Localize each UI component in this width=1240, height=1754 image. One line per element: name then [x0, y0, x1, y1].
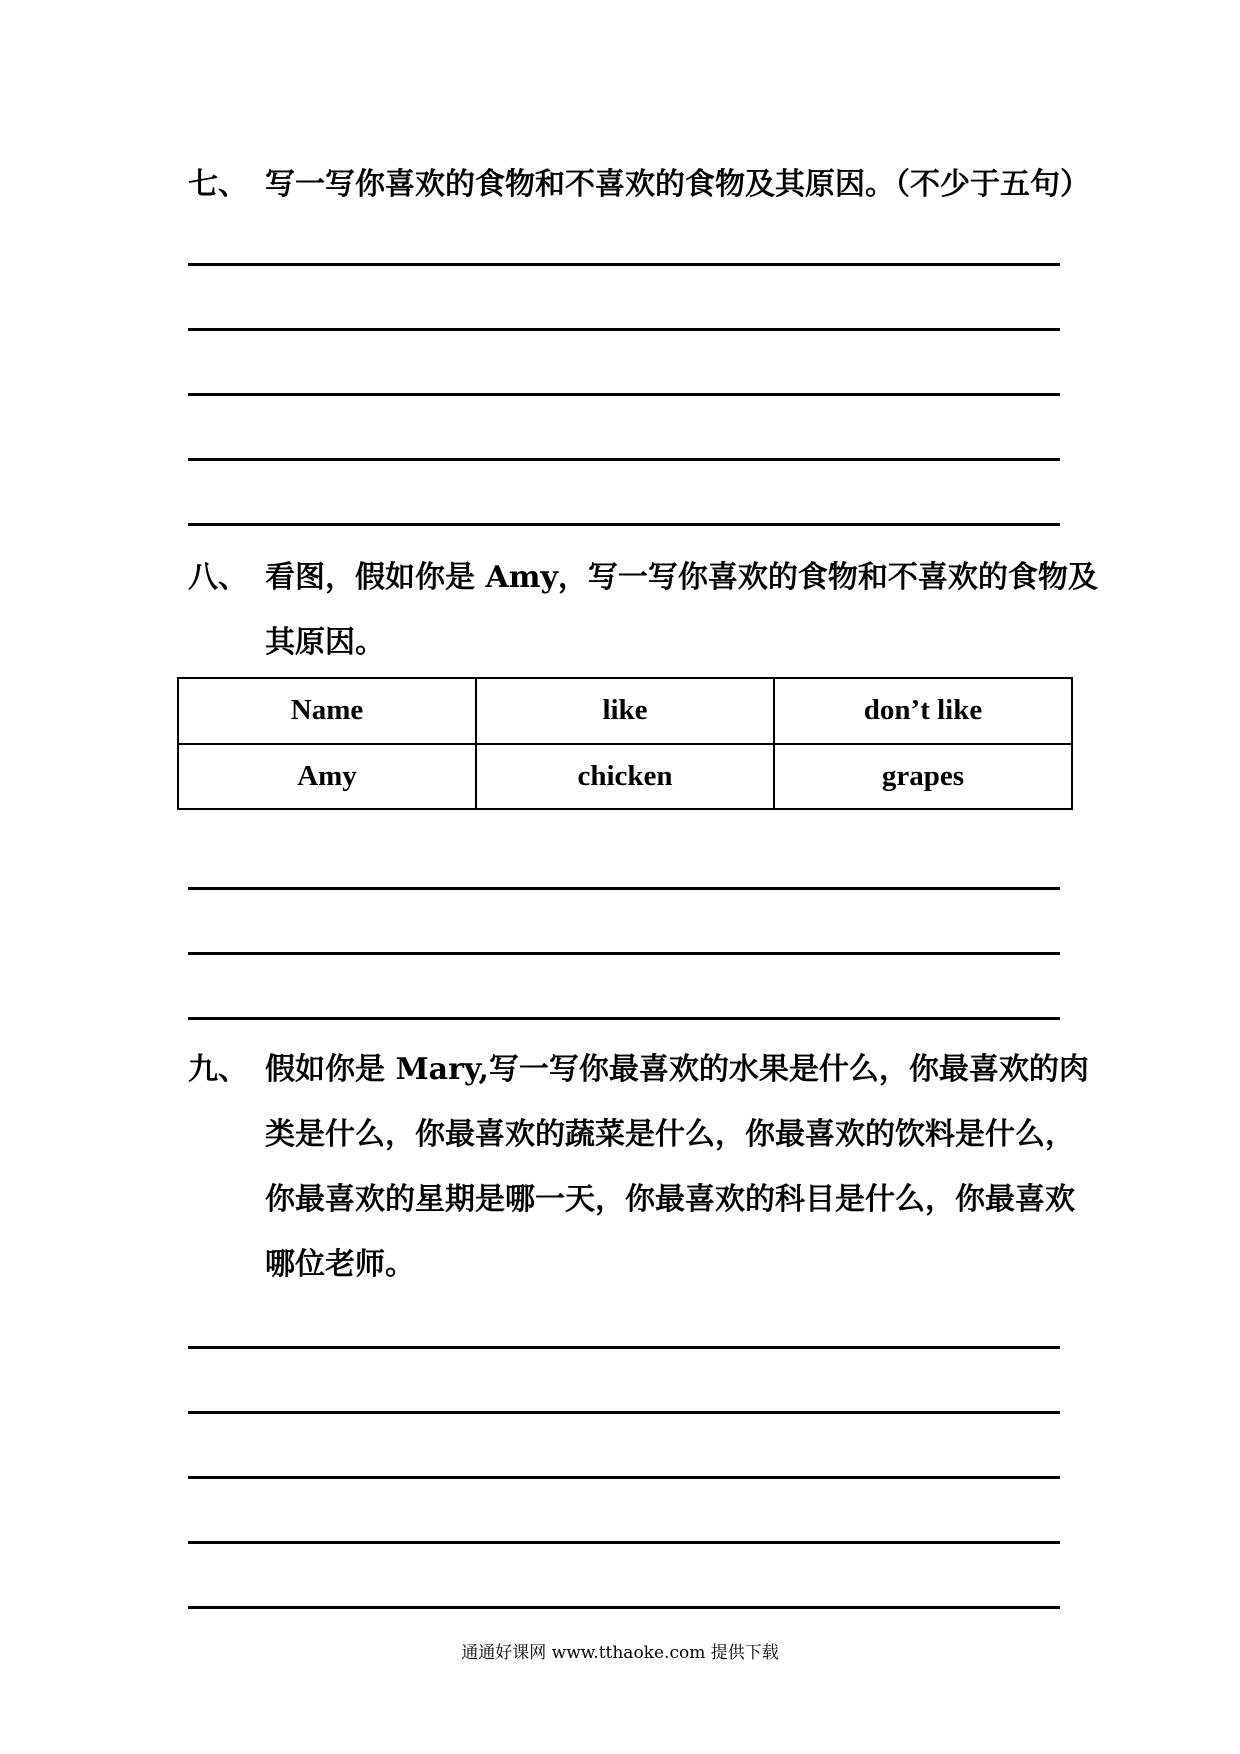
section-8-text-line1: 看图，假如你是 Amy，写一写你喜欢的食物和不喜欢的食物及 [265, 560, 1098, 595]
writing-line[interactable] [188, 263, 1060, 266]
table-header-cell: Name [178, 678, 476, 744]
writing-line[interactable] [188, 1017, 1060, 1020]
table-header-cell: don’t like [774, 678, 1072, 744]
writing-line[interactable] [188, 1606, 1060, 1609]
section-9-text-line4: 哪位老师。 [265, 1247, 415, 1282]
section-9-number: 九、 [188, 1052, 248, 1087]
table-header-row [178, 678, 1072, 744]
section-9-text-line3: 你最喜欢的星期是哪一天，你最喜欢的科目是什么，你最喜欢 [265, 1182, 1075, 1217]
writing-line[interactable] [188, 458, 1060, 461]
writing-line[interactable] [188, 1346, 1060, 1349]
writing-line[interactable] [188, 1476, 1060, 1479]
table-header-cell: like [476, 678, 774, 744]
table-cell: Amy [178, 744, 476, 810]
section-9-prompt [188, 1052, 1089, 1087]
table-cell: grapes [774, 744, 1072, 810]
writing-line[interactable] [188, 952, 1060, 955]
section-8-prompt [188, 560, 1098, 595]
writing-line[interactable] [188, 328, 1060, 331]
table-cell: chicken [476, 744, 774, 810]
section-8-text-line2: 其原因。 [265, 625, 385, 660]
writing-line[interactable] [188, 393, 1060, 396]
food-preference-table [177, 677, 1073, 810]
footer-credit: 通通好课网 www.tthaoke.com 提供下载 [461, 1643, 779, 1663]
section-7-prompt [188, 167, 1090, 202]
section-7-number: 七、 [188, 167, 248, 202]
section-7-text: 写一写你喜欢的食物和不喜欢的食物及其原因。（不少于五句） [265, 167, 1090, 202]
section-9-text-line2: 类是什么，你最喜欢的蔬菜是什么，你最喜欢的饮料是什么， [265, 1117, 1075, 1152]
writing-line[interactable] [188, 887, 1060, 890]
table-row [178, 744, 1072, 810]
writing-line[interactable] [188, 523, 1060, 526]
section-8-number: 八、 [188, 560, 248, 595]
writing-line[interactable] [188, 1411, 1060, 1414]
writing-line[interactable] [188, 1541, 1060, 1544]
section-9-text-line1: 假如你是 Mary,写一写你最喜欢的水果是什么，你最喜欢的肉 [265, 1052, 1089, 1087]
